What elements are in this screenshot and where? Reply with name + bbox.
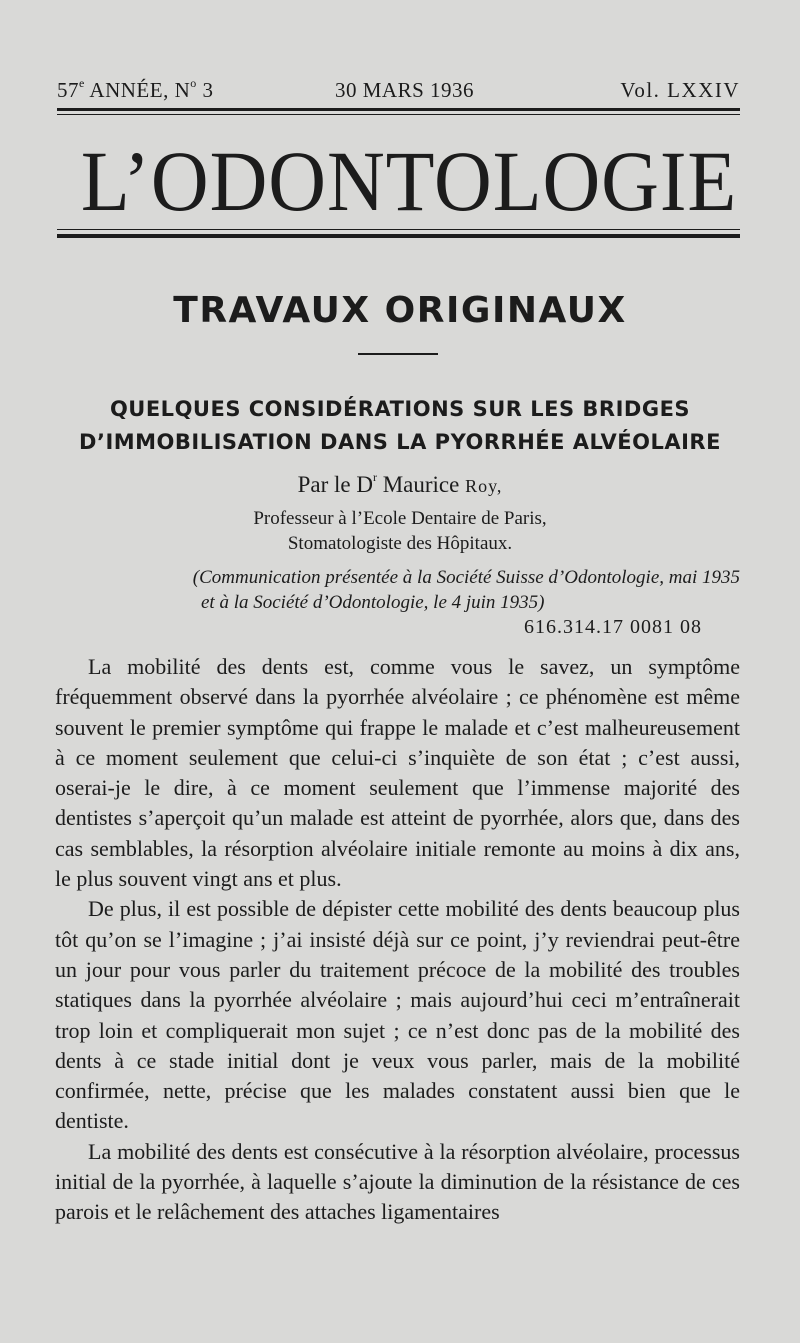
section-title: TRAVAUX ORIGINAUX <box>173 290 627 331</box>
article-title-line-2: D’IMMOBILISATION DANS LA PYORRHÉE ALVÉOLAIRE <box>79 430 721 454</box>
header-rule-thick <box>57 108 740 111</box>
article-body <box>55 652 740 1228</box>
author-byline: Par le $D^r$ Maurice Roy, <box>297 470 503 497</box>
communication-line-2: et à la Société d’Odontologie, le 4 juin 1935) <box>201 592 545 613</box>
affiliation-line-1: Professeur à l’Ecole Dentaire de Paris, <box>253 508 547 529</box>
classification-code: 616.314.17 0081 08 <box>524 616 702 638</box>
header-rule-thin <box>57 114 740 115</box>
author-affiliation <box>0 506 800 556</box>
title-rule-thin <box>57 229 740 230</box>
title-rule-thick <box>57 234 740 238</box>
volume-number: Vol. LXXIV <box>620 78 740 102</box>
communication-note <box>57 565 740 615</box>
paragraph: De plus, il est possible de dépister cette mobilité des dents beaucoup plus tôt qu’on se l’imagine ; j’ai insisté déjà sur ce point, j’y reviendrai peut-être un jour pour vous parler du traitement précoce de la mobilité des troubles statiques dans la pyorrhée alvéolaire ; mais aujourd’hui ceci m’entraînerait trop loin et compliquerait mon sujet ; ce n’est donc pas de la mobilité des dents à ce stade initial dont je veux vous parler, mais de la mobilité confirmée, nette, précise que les malades constatent aussi bien que le dentiste. <box>55 896 740 1134</box>
issue-number: 57e ANNÉE, $N^o$ 3 <box>57 76 214 102</box>
affiliation-line-2: Stomatologiste des Hôpitaux. <box>287 533 513 554</box>
paragraph: La mobilité des dents est consécutive à la résorption alvéolaire, processus initial de la pyorrhée, à laquelle s’ajoute la diminution de la résistance de ces parois et le relâchement des attaches ligamentaires <box>55 1138 740 1225</box>
section-divider <box>358 353 438 355</box>
article-title-line-1: QUELQUES CONSIDÉRATIONS SUR LES BRIDGES <box>109 397 691 421</box>
issue-date: 30 MARS 1936 <box>335 78 475 102</box>
communication-line-1: (Communication présentée à la Société Suisse d’Odontologie, mai 1935 <box>192 567 740 588</box>
paragraph: La mobilité des dents est, comme vous le savez, un symptôme fréquemment observé dans la pyorrhée alvéolaire ; ce phénomène est même souvent le premier symptôme qui frappe le malade et c’est malheureusement à ce moment seulement que celui-ci s’inquiète de son état ; c’est aussi, oserai-je le dire, à ce moment seulement que l’immense majorité des dentistes s’aperçoit qu’un malade est atteint de pyorrhée, alors que, dans des cas semblables, la résorption alvéolaire initiale remonte au moins à dix ans, le plus souvent vingt ans et plus. <box>55 654 740 892</box>
article-title <box>40 393 760 459</box>
journal-title: L’ODONTOLOGIE <box>80 133 738 229</box>
